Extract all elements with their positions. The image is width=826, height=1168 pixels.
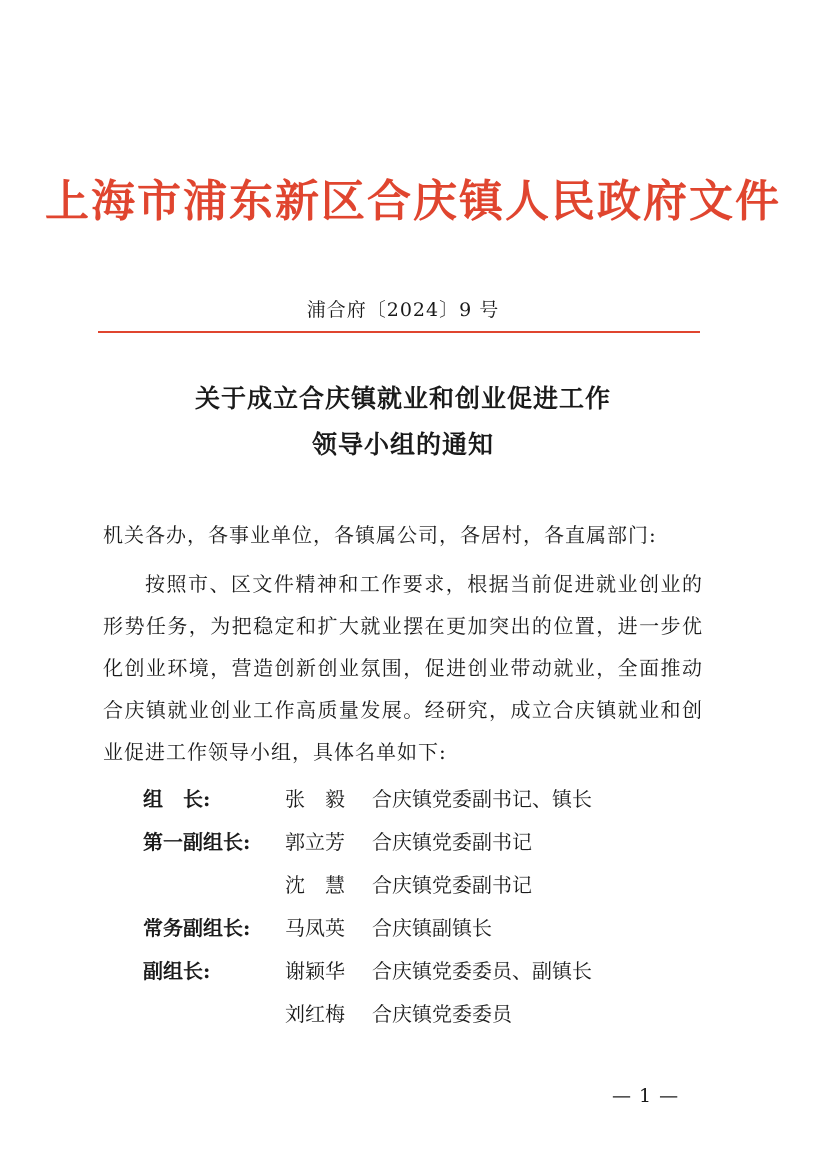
member-row [0,869,700,899]
member-name: 马凤英 [285,916,345,940]
member-row [0,998,700,1028]
document-number: 浦合府〔2024〕9 号 [306,299,500,321]
member-role: 常务副组长: [143,916,251,940]
notice-title-line-1: 关于成立合庆镇就业和创业促进工作 [194,384,611,413]
notice-title-line-2: 领导小组的通知 [311,430,494,459]
page-number: — 1 — [612,1085,680,1107]
member-name: 郭立芳 [285,830,345,854]
member-title: 合庆镇副镇长 [372,916,492,940]
member-title: 合庆镇党委委员、副镇长 [372,959,592,983]
issuing-authority-header: 上海市浦东新区合庆镇人民政府文件 [45,176,781,227]
member-name: 刘红梅 [285,1002,345,1026]
member-name: 张 毅 [285,787,345,811]
member-row [0,912,700,942]
member-role: 组 长: [143,787,211,811]
red-separator-line [98,331,700,333]
member-title: 合庆镇党委副书记、镇长 [372,787,592,811]
member-row [0,826,700,856]
recipients-line: 机关各办，各事业单位，各镇属公司，各居村，各直属部门: [103,523,657,547]
member-role: 第一副组长: [143,830,251,854]
notice-title [0,376,806,468]
member-name: 谢颖华 [285,959,345,983]
member-row [0,783,700,813]
body-paragraph: 按照市、区文件精神和工作要求，根据当前促进就业创业的形势任务，为把稳定和扩大就业摆在更加突出的位置，进一步优化创业环境，营造创新创业氛围，促进创业带动就业，全面推动合庆镇就业创业工作高质量发展。经研究，成立合庆镇就业和创业促进工作领导小组，具体名单如下: [103,572,703,764]
member-title: 合庆镇党委副书记 [372,830,532,854]
member-title: 合庆镇党委委员 [372,1002,512,1026]
member-row [0,955,700,985]
member-role: 副组长: [143,959,211,983]
member-title: 合庆镇党委副书记 [372,873,532,897]
member-name: 沈 慧 [285,873,345,897]
